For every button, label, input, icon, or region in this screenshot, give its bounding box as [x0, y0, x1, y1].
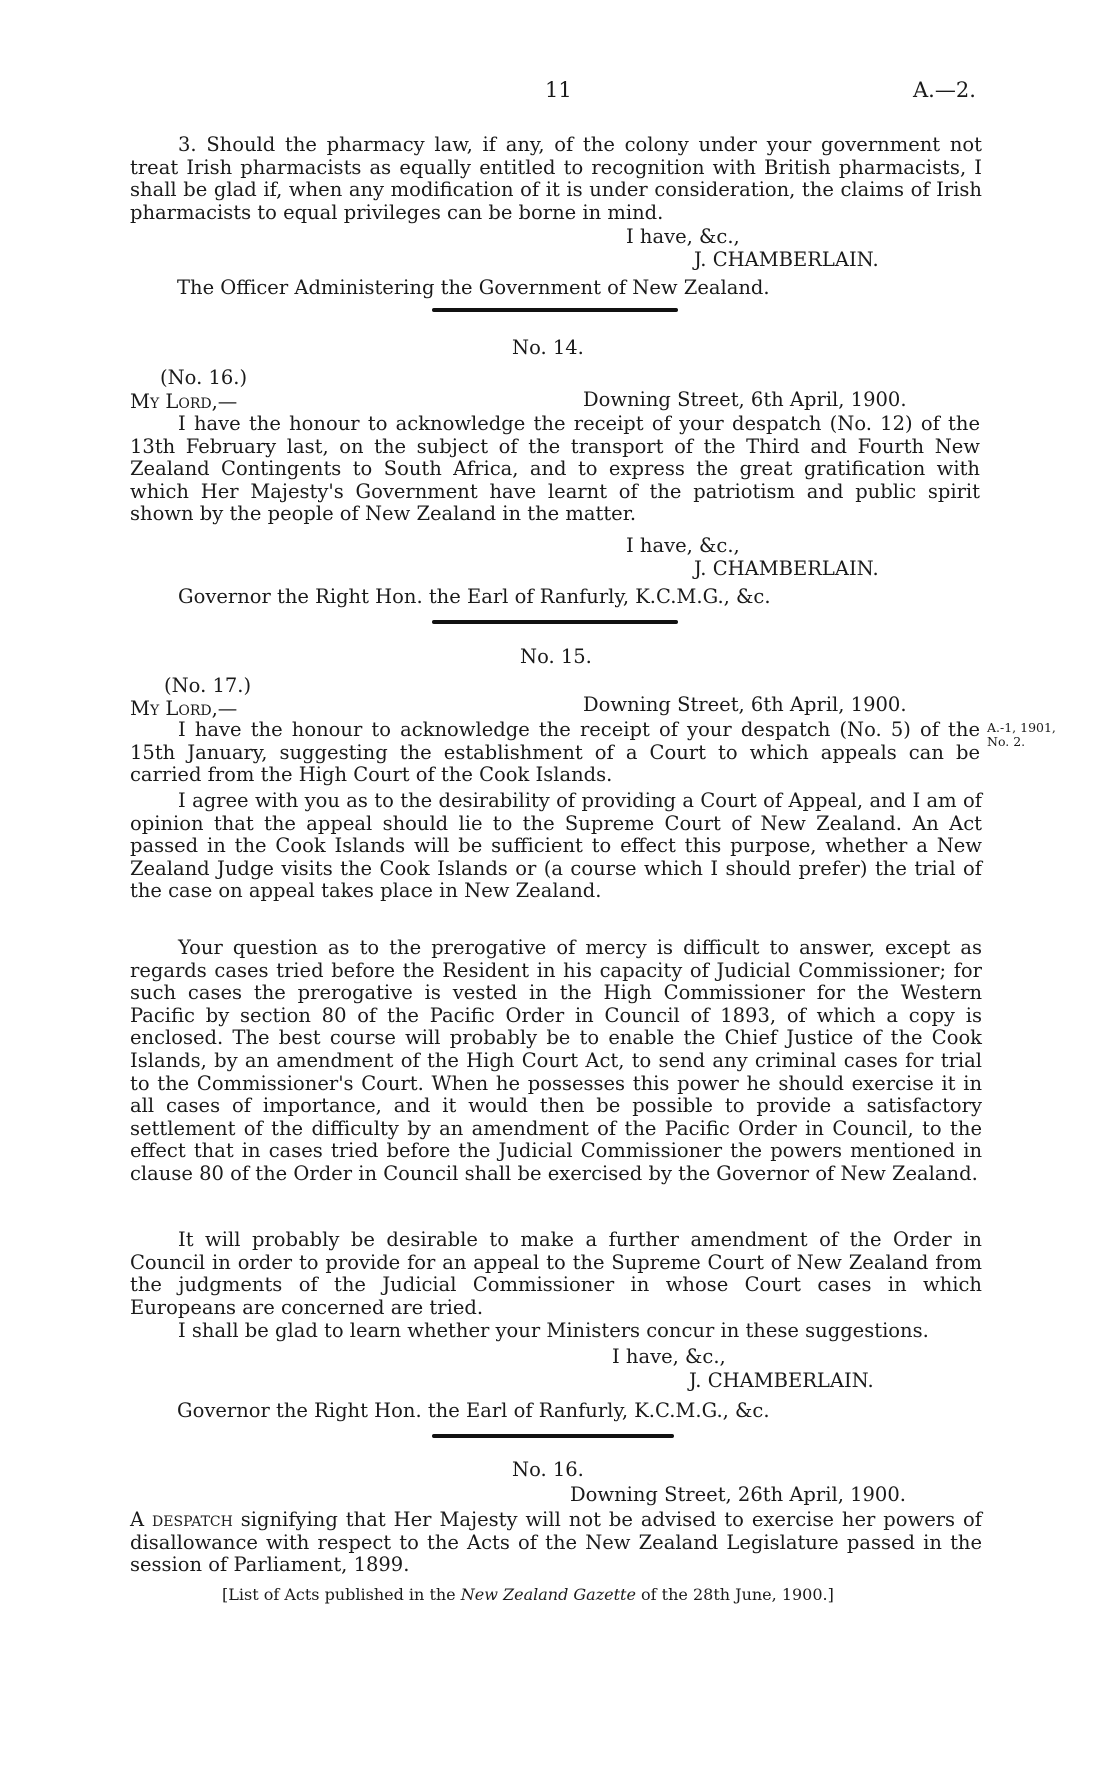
continuation-addressee: The Officer Administering the Government of New Zealand. — [177, 276, 770, 299]
despatch-heading-14: No. 14. — [512, 336, 584, 359]
margin-note — [987, 721, 1056, 749]
margin-note-line: A.-1, 1901, — [987, 720, 1056, 735]
acts-list-note — [222, 1583, 834, 1607]
section-divider — [432, 1434, 674, 1438]
despatch-reference-15: (No. 17.) — [164, 674, 252, 697]
note-suffix: of the 28th June, 1900.] — [635, 1585, 834, 1604]
page-number: 11 — [545, 78, 572, 102]
continuation-paragraph: 3. Should the pharmacy law, if any, of the colony under your government not treat Irish pharmacists as equally entitled to recognition with British pharmacists, I shall be glad if, when any modification of it is under consideration, the claims of Irish pharmacists to equal privileges can be borne in mind. — [130, 133, 982, 224]
despatch-body-15-para-2: I agree with you as to the desirability of providing a Court of Appeal, and I am of opinion that the appeal should lie to the Supreme Court of New Zealand. An Act passed in the Cook Islands will be sufficient to effect this purpose, whether a New Zealand Judge visits the Cook Islands or (a course which I should prefer) the trial of the case on appeal takes place in New Zealand. — [130, 789, 982, 903]
dateline-16: Downing Street, 26th April, 1900. — [570, 1483, 906, 1506]
despatch-reference-14: (No. 16.) — [160, 366, 248, 389]
signature-14: J. CHAMBERLAIN. — [694, 557, 879, 580]
margin-note-line: No. 2. — [987, 734, 1026, 749]
despatch-body-16-text: signifying that Her Majesty will not be advised to exercise her powers of disallowance with respect to the Acts of the New Zealand Legislature passed in the session of Parliament, 1899. — [130, 1508, 982, 1577]
addressee-14: Governor the Right Hon. the Earl of Ranfurly, K.C.M.G., &c. — [178, 585, 771, 608]
salutation-15: My Lord,— — [130, 697, 238, 720]
continuation-signature: J. CHAMBERLAIN. — [694, 248, 879, 271]
closing-15: I have, &c., — [612, 1345, 726, 1368]
despatch-body-15-para-4: It will probably be desirable to make a further amendment of the Order in Council in order to provide for an appeal to the Supreme Court of New Zealand from the judgments of the Judicial Commissioner in whose Court cases in which Europeans are concerned are tried. — [130, 1228, 982, 1319]
despatch-body-15-para-5: I shall be glad to learn whether your Ministers concur in these suggestions. — [178, 1319, 929, 1342]
despatch-body-15-para-3: Your question as to the prerogative of mercy is difficult to answer, except as regards cases tried before the Resident in his capacity of Judicial Commissioner; for such cases the prerogative is vested in the High Commissioner for the Western Pacific by section 80 of the Pacific Order in Council of 1893, of which a copy is enclosed. The best course will probably be to enable the Chief Justice of the Cook Islands, by an amendment of the High Court Act, to send any criminal cases for trial to the Commissioner's Court. When he possesses this power he should exercise it in all cases of importance, and it would then be possible to provide a satisfactory settlement of the difficulty by an amendment of the Pacific Order in Council, to the effect that in cases tried before the Judicial Commissioner the powers mentioned in clause 80 of the Order in Council shall be exercised by the Governor of New Zealand. — [130, 936, 982, 1185]
addressee-15: Governor the Right Hon. the Earl of Ranfurly, K.C.M.G., &c. — [177, 1399, 770, 1422]
dateline-14: Downing Street, 6th April, 1900. — [583, 388, 907, 411]
section-divider — [432, 620, 678, 624]
signature-15: J. CHAMBERLAIN. — [689, 1369, 874, 1392]
salutation-14: My Lord,— — [130, 390, 238, 413]
section-divider — [432, 308, 678, 312]
despatch-heading-16: No. 16. — [512, 1458, 584, 1481]
despatch-body-16 — [130, 1509, 982, 1577]
despatch-body-14: I have the honour to acknowledge the receipt of your despatch (No. 12) of the 13th February last, on the subject of the transport of the Third and Fourth New Zealand Contingents to South Africa, and to express the great gratification with which Her Majesty's Government have learnt of the patriotism and public spirit shown by the people of New Zealand in the matter. — [130, 412, 980, 526]
gazette-title: New Zealand Gazette — [460, 1585, 636, 1604]
continuation-closing: I have, &c., — [626, 225, 740, 248]
closing-14: I have, &c., — [626, 534, 740, 557]
despatch-body-15-para-1: I have the honour to acknowledge the receipt of your despatch (No. 5) of the 15th January, suggesting the establishment of a Court to which appeals can be carried from the High Court of the Cook Islands. — [130, 718, 980, 787]
document-reference: A.—2. — [913, 78, 976, 102]
despatch-heading-15: No. 15. — [520, 645, 592, 668]
note-prefix: [List of Acts published in the — [222, 1585, 461, 1604]
lead-word: A despatch — [130, 1508, 233, 1531]
dateline-15: Downing Street, 6th April, 1900. — [583, 693, 907, 716]
